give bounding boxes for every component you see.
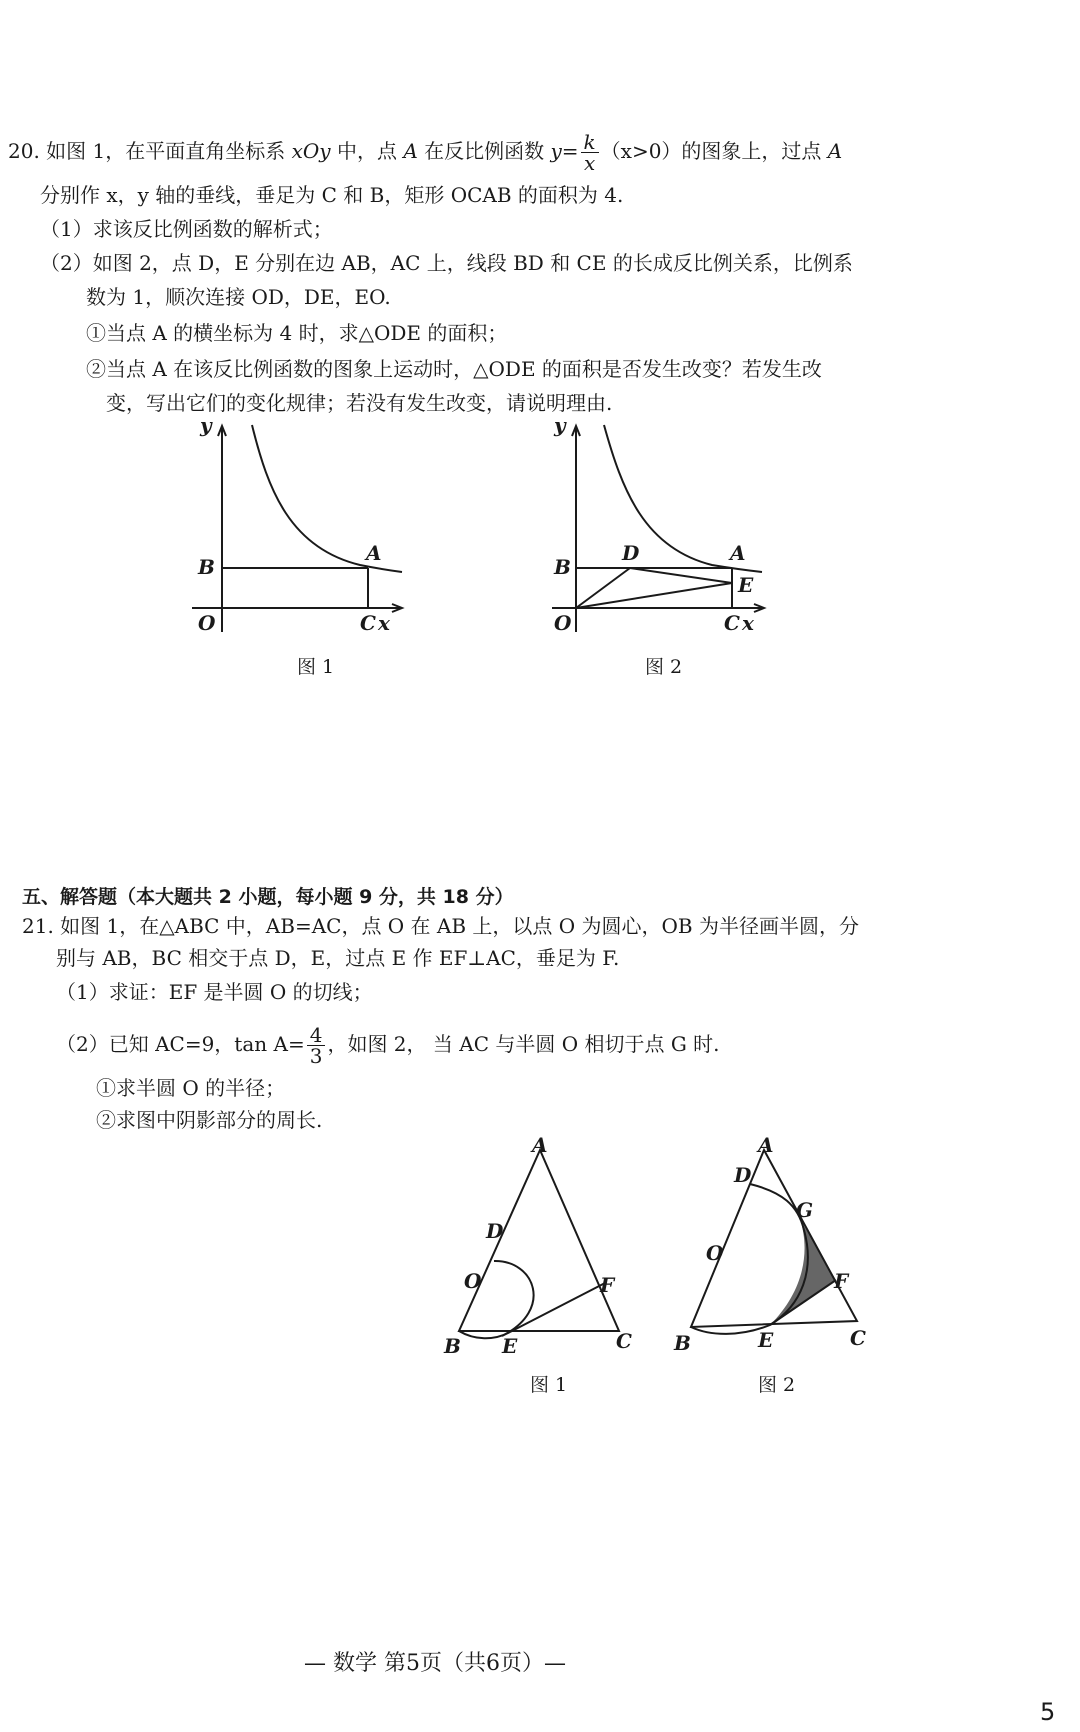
fraction-4-over-3: $\frac{4}{3}$ bbox=[307, 1025, 326, 1066]
label-E: E bbox=[758, 1328, 774, 1352]
q21-figure-1 bbox=[440, 1133, 640, 1370]
label-O: O bbox=[464, 1269, 482, 1293]
label-F: F bbox=[834, 1269, 849, 1293]
q21-line1: 21. 如图 1，在△ABC 中，AB=AC，点 O 在 AB 上，以点 O 为圆心，OB 为半径画半圆，分 bbox=[22, 914, 859, 938]
label-B: B bbox=[554, 555, 571, 579]
label-E: E bbox=[738, 573, 754, 597]
label-y: y bbox=[200, 413, 212, 437]
label-x: x bbox=[742, 611, 754, 635]
page-footer: — 数学 第5页（共6页）— bbox=[304, 1651, 566, 1676]
q21-fig1-caption: 图 1 bbox=[530, 1374, 568, 1396]
q20-sub2-b: 变，写出它们的变化规律；若没有发生改变，请说明理由. bbox=[106, 391, 613, 415]
q20-figure-1 bbox=[190, 413, 420, 640]
label-E: E bbox=[502, 1334, 518, 1358]
label-G: G bbox=[796, 1198, 814, 1222]
segment-OD bbox=[576, 568, 630, 608]
segment-DE bbox=[630, 568, 732, 583]
label-C: C bbox=[850, 1326, 866, 1350]
q21-line2: 别与 AB，BC 相交于点 D，E，过点 E 作 EF⊥AC，垂足为 F. bbox=[56, 946, 620, 970]
triangle-ABC bbox=[691, 1150, 857, 1327]
q20-line2: 分别作 x，y 轴的垂线，垂足为 C 和 B，矩形 OCAB 的面积为 4. bbox=[40, 183, 624, 207]
label-y: y bbox=[554, 413, 566, 437]
label-O: O bbox=[554, 611, 572, 635]
q20-part1: （1）求该反比例函数的解析式； bbox=[40, 217, 333, 241]
q20-part2-b: 数为 1，顺次连接 OD，DE，EO. bbox=[86, 285, 391, 309]
label-D: D bbox=[734, 1163, 752, 1187]
label-B: B bbox=[198, 555, 215, 579]
q20-line1: 20. 如图 1，在平面直角坐标系 xOy 中，点 A 在反比例函数 y= $\frac{k}{x}$ （x>0）的图象上，过点 A bbox=[8, 130, 843, 175]
q20-fig1-caption: 图 1 bbox=[297, 656, 335, 678]
label-D: D bbox=[622, 541, 640, 565]
segment-OE bbox=[576, 583, 732, 608]
label-A: A bbox=[730, 541, 746, 565]
label-A: A bbox=[366, 541, 382, 565]
section-heading: 五、解答题（本大题共 2 小题，每小题 9 分，共 18 分） bbox=[22, 886, 514, 908]
q20-sub2-a: ②当点 A 在该反比例函数的图象上运动时，△ODE 的面积是否发生改变？若发生改 bbox=[86, 357, 822, 381]
label-A: A bbox=[532, 1133, 548, 1157]
segment-EF bbox=[510, 1283, 605, 1332]
q20-sub1: ①当点 A 的横坐标为 4 时，求△ODE 的面积； bbox=[86, 321, 508, 345]
label-O: O bbox=[198, 611, 216, 635]
label-D: D bbox=[486, 1219, 504, 1243]
label-C: C bbox=[616, 1329, 632, 1353]
triangle-ABC bbox=[459, 1150, 619, 1331]
q21-sub2: ②求图中阴影部分的周长. bbox=[96, 1108, 323, 1132]
q21-figure-2 bbox=[670, 1133, 890, 1370]
label-B: B bbox=[444, 1334, 461, 1358]
q20-fig2-caption: 图 2 bbox=[645, 656, 683, 678]
q21-sub1: ①求半圆 O 的半径； bbox=[96, 1076, 286, 1100]
label-F: F bbox=[600, 1273, 615, 1297]
semicircle-O bbox=[494, 1261, 534, 1336]
q21-part1: （1）求证：EF 是半圆 O 的切线； bbox=[56, 980, 373, 1004]
label-A: A bbox=[758, 1133, 774, 1157]
q21-fig2-caption: 图 2 bbox=[758, 1374, 796, 1396]
label-C: C bbox=[360, 611, 376, 635]
page-number: 5 bbox=[1040, 1698, 1056, 1726]
shaded-region bbox=[770, 1219, 836, 1325]
q21-part2: （2）已知 AC=9，tan A= $\frac{4}{3}$ ，如图 2， 当 AC 与半圆 O 相切于点 G 时. bbox=[56, 1023, 720, 1068]
q20-figure-2 bbox=[552, 413, 782, 640]
fraction-k-over-x: $\frac{k}{x}$ bbox=[581, 132, 599, 173]
label-x: x bbox=[378, 611, 390, 635]
q20-part2-a: （2）如图 2，点 D，E 分别在边 AB，AC 上，线段 BD 和 CE 的长成反比例关系，比例系 bbox=[40, 251, 853, 275]
label-O: O bbox=[706, 1241, 724, 1265]
label-C: C bbox=[724, 611, 740, 635]
label-B: B bbox=[674, 1331, 691, 1355]
